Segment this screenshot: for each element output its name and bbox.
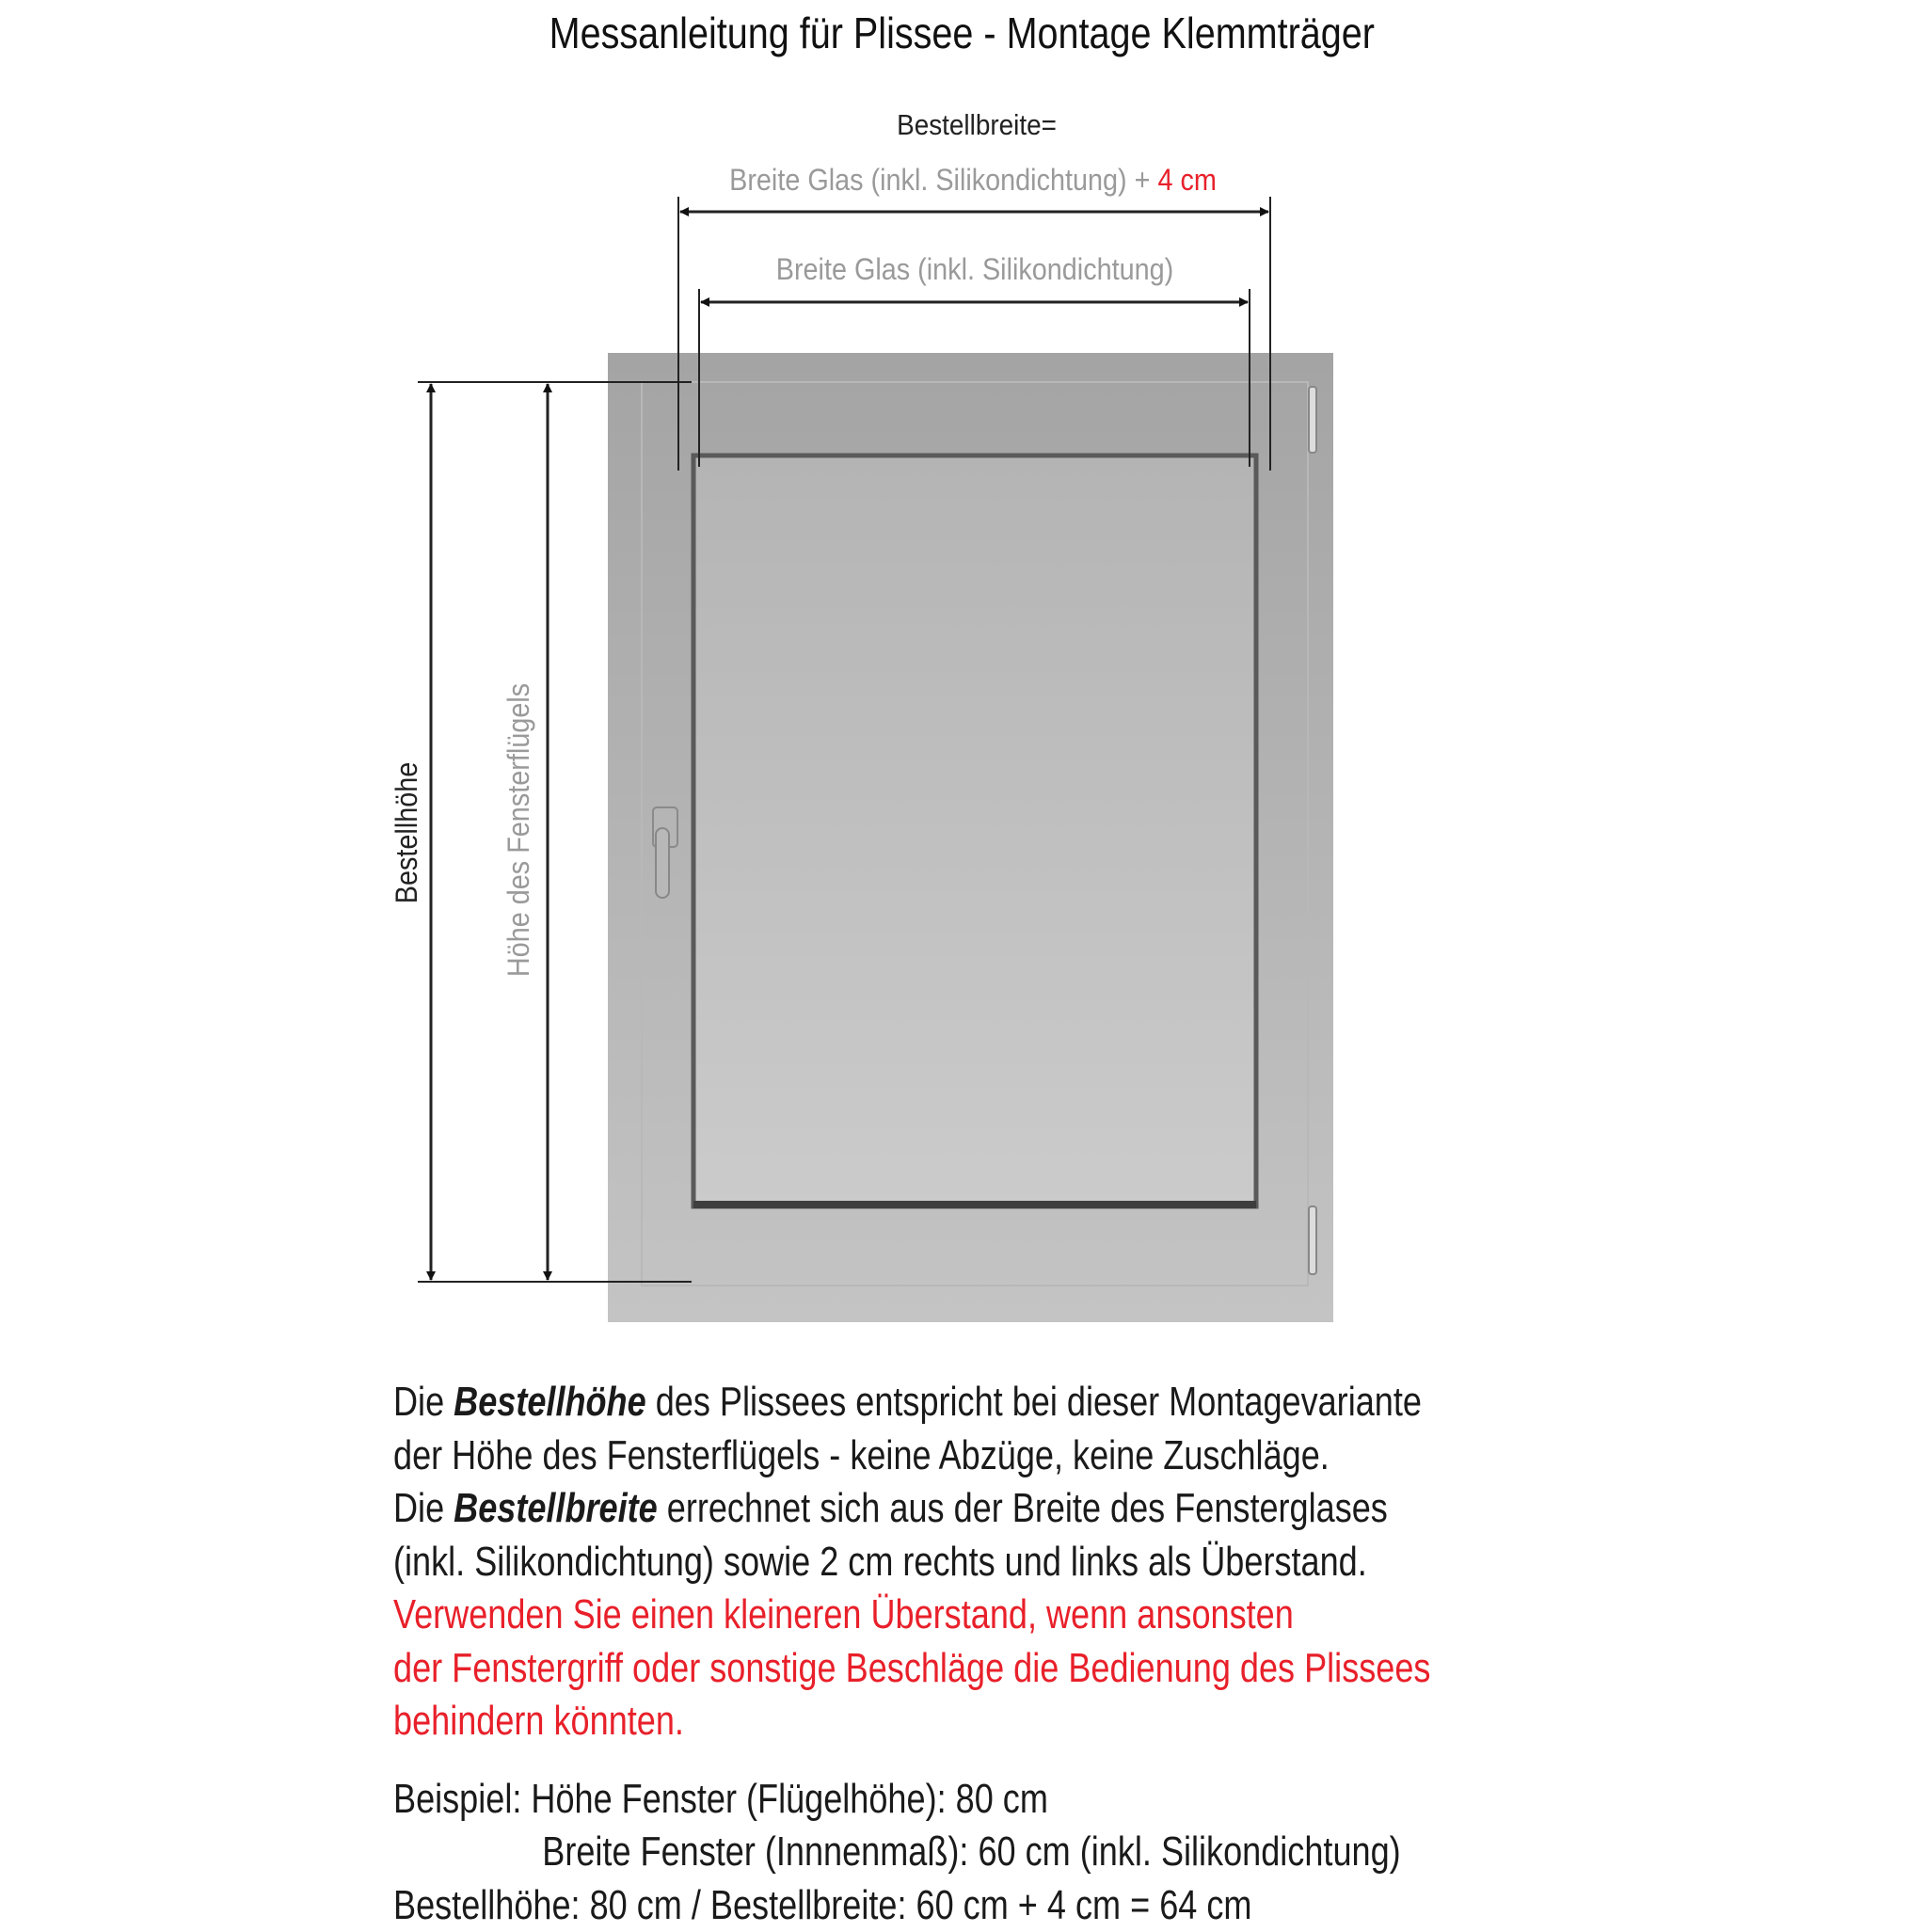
order-width-label: Bestellbreite= [897, 109, 1057, 142]
inner-width-label: Breite Glas (inkl. Silikondichtung) [776, 253, 1174, 287]
warning-text: Verwenden Sie einen kleineren Überstand, wenn ansonsten [393, 1589, 1551, 1642]
sash-height-label: Höhe des Fensterflügels [502, 683, 536, 977]
outer-width-addition: 4 cm [1157, 164, 1216, 198]
outer-width-label: Breite Glas (inkl. Silikondichtung) + 4 cm [729, 164, 1217, 198]
page-title: Messanleitung für Plissee - Montage Klemmträger [134, 8, 1791, 58]
hinge-top-icon [1309, 387, 1316, 453]
instructions-text: Die Bestellhöhe des Plissees entspricht bei dieser Montagevariante der Höhe des Fensterflügels - keine Abzüge, keine Zuschläge. Die Bestellbreite errechnet sich aus der Breite des Fensterglases (inkl. Silikondichtung) sowie 2 cm rechts und links als Überstand. Verwenden Sie einen kleineren Überstand, wenn ansonsten der Fenstergriff oder sonstige Beschläge die Bedienung des Plissees behindern könnten. Beispiel: Höhe Fenster (Flügelhöhe): 80 cm Breite Fenster (Innnenmaß): 60 cm (inkl. Silikondichtung) Bestellhöhe: 80 cm / Bestellbreite: 60 cm + 4 cm = 64 cm [393, 1376, 1551, 1932]
order-width-paragraph: Die Bestellbreite errechnet sich aus der Breite des Fensterglases [393, 1482, 1551, 1536]
window-glass [693, 455, 1256, 1206]
example-line-2: Breite Fenster (Innnenmaß): 60 cm (inkl. Silikondichtung) [393, 1826, 1551, 1879]
order-height-paragraph: Die Bestellhöhe des Plissees entspricht bei dieser Montagevariante [393, 1376, 1551, 1429]
example-result: Bestellhöhe: 80 cm / Bestellbreite: 60 cm + 4 cm = 64 cm [393, 1879, 1551, 1932]
hinge-bottom-icon [1309, 1206, 1316, 1274]
example-line-1: Beispiel: Höhe Fenster (Flügelhöhe): 80 cm [393, 1773, 1551, 1827]
order-height-label: Bestellhöhe [390, 762, 424, 903]
